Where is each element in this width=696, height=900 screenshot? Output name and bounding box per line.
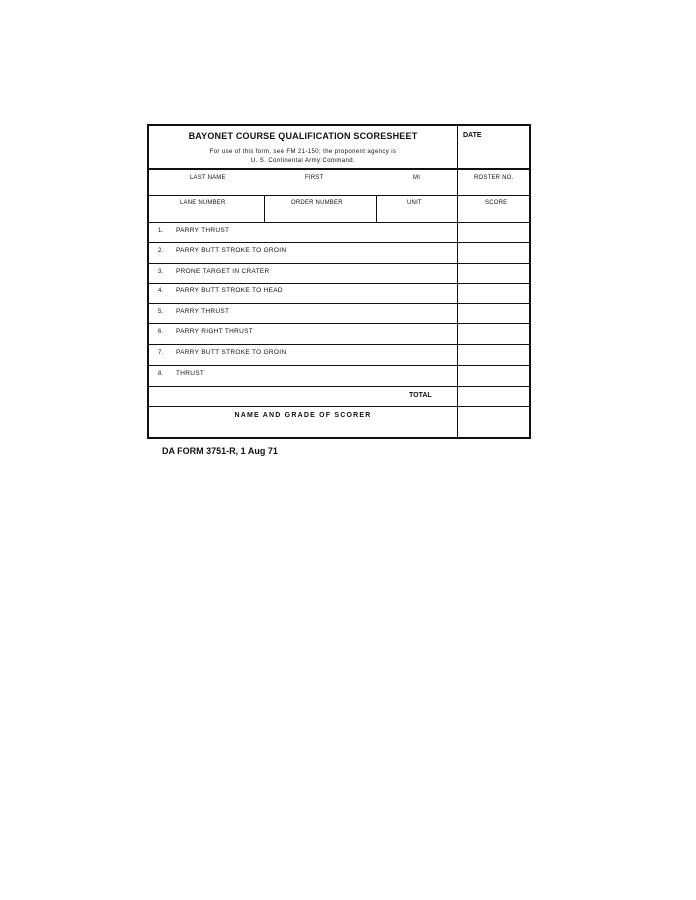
scorer-row (149, 407, 529, 439)
item-label: PARRY BUTT STROKE TO GROIN (176, 247, 287, 254)
first-name-label: FIRST (305, 175, 324, 181)
item-number: 2. (158, 248, 164, 254)
item-row (149, 304, 529, 324)
item-number: 3. (158, 269, 164, 275)
date-field-label: DATE (463, 132, 482, 139)
item-label: PARRY RIGHT THRUST (176, 328, 254, 335)
item-label: PARRY THRUST (176, 227, 230, 234)
item-row (149, 284, 529, 304)
scoresheet-form (147, 124, 531, 439)
form-title: BAYONET COURSE QUALIFICATION SCORESHEET (188, 131, 418, 141)
lane-order-divider (264, 196, 265, 222)
score-label: SCORE (485, 200, 508, 206)
lane-header-row (149, 196, 529, 223)
form-identifier: DA FORM 3751-R, 1 Aug 71 (162, 446, 278, 456)
item-number: 7. (158, 350, 164, 356)
scorer-label: NAME AND GRADE OF SCORER (234, 412, 372, 419)
item-number: 4. (158, 288, 164, 294)
total-label: TOTAL (409, 392, 432, 399)
item-row (149, 243, 529, 264)
lane-number-label: LANE NUMBER (180, 200, 226, 206)
item-row (149, 264, 529, 284)
form-subtitle (149, 148, 457, 166)
roster-number-label: ROSTER NO. (474, 175, 514, 181)
item-number: 1. (158, 228, 164, 234)
middle-initial-label: MI (413, 175, 421, 181)
subtitle-line-2: U. S. Continental Army Command. (250, 158, 356, 164)
item-label: PARRY THRUST (176, 308, 230, 315)
item-row (149, 366, 529, 387)
item-row (149, 223, 529, 243)
item-number: 6. (158, 329, 164, 335)
subtitle-line-1: For use of this form, see FM 21-150; the proponent agency is (209, 149, 397, 155)
item-row (149, 345, 529, 366)
item-label: PARRY BUTT STROKE TO HEAD (176, 287, 283, 294)
item-label: PARRY BUTT STROKE TO GROIN (176, 349, 287, 356)
title-block (149, 126, 529, 170)
last-name-label: LAST NAME (190, 175, 226, 181)
total-row (149, 387, 529, 407)
name-header-row (149, 170, 529, 196)
item-number: 5. (158, 309, 164, 315)
item-number: 8. (158, 371, 164, 377)
item-row (149, 324, 529, 345)
unit-label: UNIT (407, 200, 422, 206)
order-unit-divider (376, 196, 377, 222)
item-label: THRUST (176, 370, 205, 377)
order-number-label: ORDER NUMBER (291, 200, 343, 206)
item-label: PRONE TARGET IN CRATER (176, 268, 270, 275)
